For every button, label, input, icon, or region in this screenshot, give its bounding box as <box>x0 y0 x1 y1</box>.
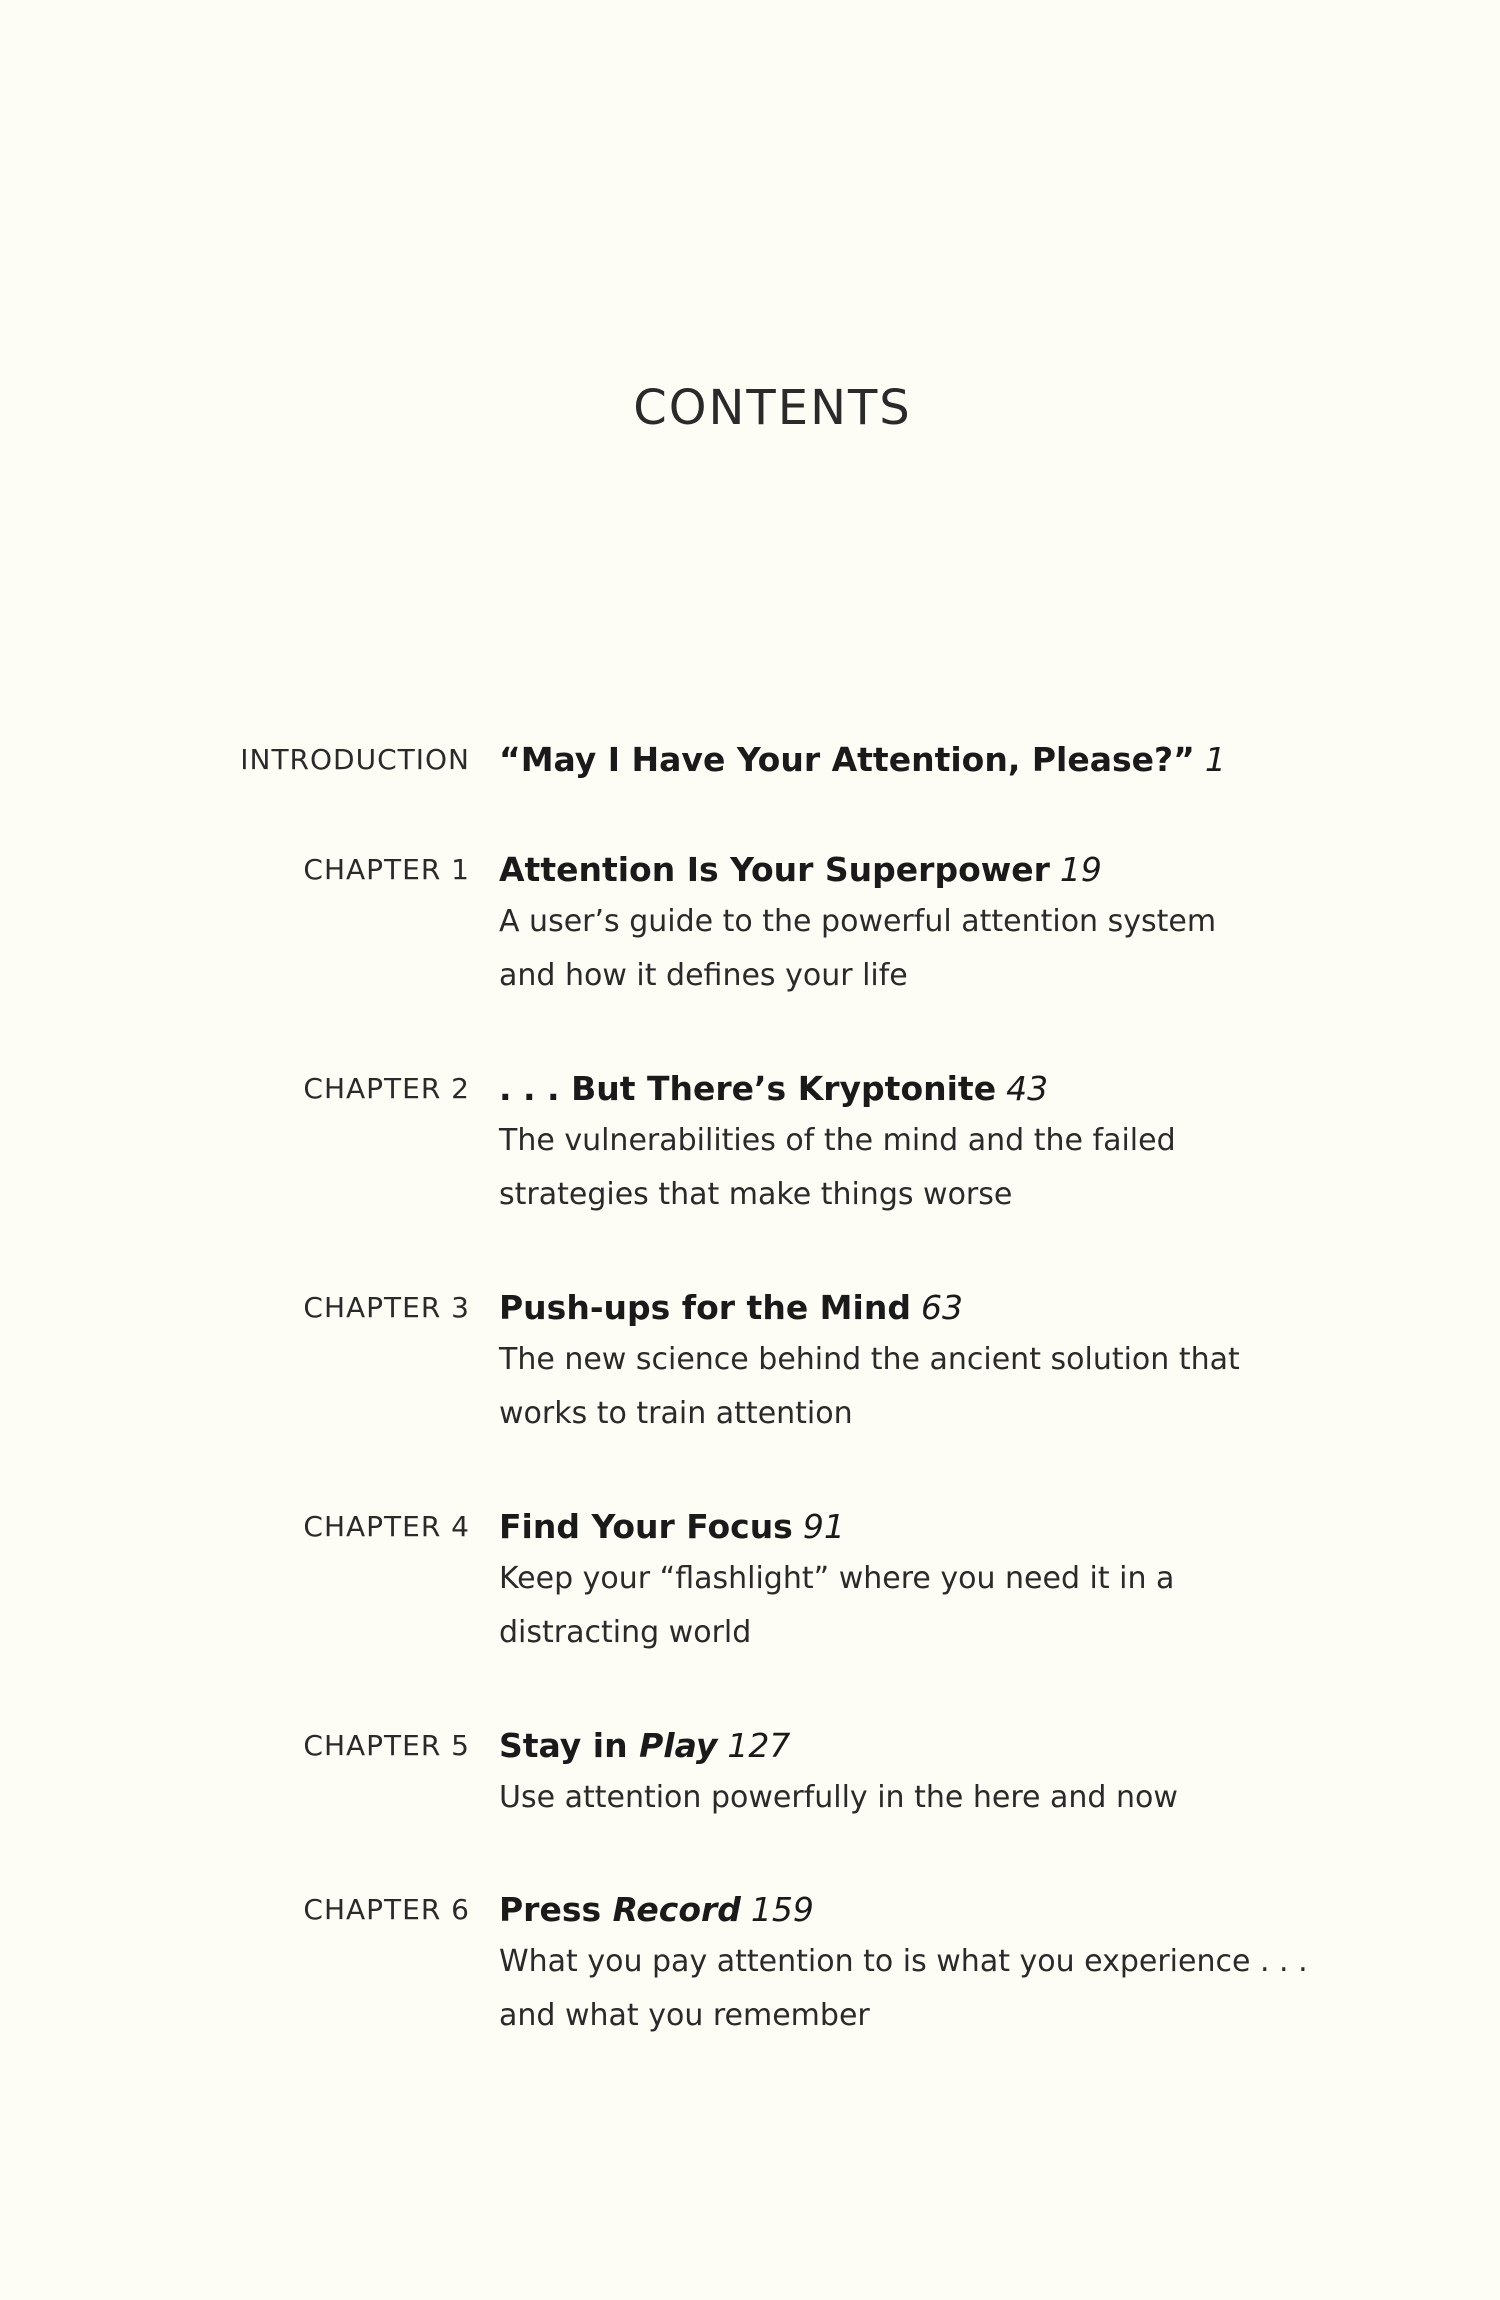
toc-entry-description-line: Use attention powerfully in the here and now <box>499 1780 1178 1815</box>
toc-entry-heading <box>499 1066 1359 1112</box>
toc-entry-body <box>499 847 1359 1003</box>
toc-entry-description-line: and how it defines your life <box>499 958 908 993</box>
toc-entry-title-italic: Record <box>612 1890 741 1929</box>
toc-entry-description-line: The vulnerabilities of the mind and the failed <box>499 1123 1176 1158</box>
toc-entry-heading <box>499 847 1359 893</box>
toc-entry-description-line: strategies that make things worse <box>499 1177 1013 1212</box>
toc-entry-description-line: works to train attention <box>499 1396 853 1431</box>
toc-entry-description-line: distracting world <box>499 1615 752 1650</box>
toc-entry-label: CHAPTER 1 <box>303 853 470 886</box>
toc-entry-title: Push-ups for the Mind <box>499 1288 911 1327</box>
toc-entry-title-italic: Play <box>639 1726 718 1765</box>
toc-entry-heading <box>499 1887 1359 1933</box>
toc-entry-title: Find Your Focus <box>499 1507 793 1546</box>
toc-entry-title: Stay in <box>499 1726 628 1765</box>
toc-entry-title: Attention Is Your Superpower <box>499 850 1050 889</box>
toc-entry-label: CHAPTER 5 <box>303 1729 470 1762</box>
toc-entry-page: 19 <box>1059 850 1102 889</box>
toc-entry-body <box>499 737 1359 783</box>
toc-entry-page: 1 <box>1204 740 1226 779</box>
toc-entry-body <box>499 1066 1359 1222</box>
toc-entry-label: CHAPTER 2 <box>303 1072 470 1105</box>
toc-entry-description-line: The new science behind the ancient solution that <box>499 1342 1240 1377</box>
toc-entry-body <box>499 1723 1359 1825</box>
toc-entry-page: 159 <box>750 1890 814 1929</box>
page-title: CONTENTS <box>633 380 912 436</box>
toc-entry-heading <box>499 1504 1359 1550</box>
toc-entry-page: 127 <box>727 1726 791 1765</box>
toc-entry-description-line: and what you remember <box>499 1998 870 2033</box>
toc-entry-heading <box>499 1285 1359 1331</box>
toc-entry-heading <box>499 737 1359 783</box>
toc-entry-label: CHAPTER 4 <box>303 1510 470 1543</box>
toc-entry-label: CHAPTER 6 <box>303 1893 470 1926</box>
toc-entry-title: “May I Have Your Attention, Please?” <box>499 740 1195 779</box>
toc-entry-description-line: A user’s guide to the powerful attention system <box>499 904 1217 939</box>
toc-entry-heading <box>499 1723 1359 1769</box>
toc-entry-label: INTRODUCTION <box>240 743 470 776</box>
toc-entry-body <box>499 1887 1359 2043</box>
toc-entry-body <box>499 1504 1359 1660</box>
toc-entry-description-line: Keep your “flashlight” where you need it in a <box>499 1561 1175 1596</box>
toc-entry-body <box>499 1285 1359 1441</box>
toc-entry-page: 91 <box>802 1507 845 1546</box>
toc-entry-title: Press <box>499 1890 602 1929</box>
toc-entry-page: 63 <box>920 1288 963 1327</box>
toc-entry-label: CHAPTER 3 <box>303 1291 470 1324</box>
toc-entry-page: 43 <box>1006 1069 1049 1108</box>
toc-entry-description-line: What you pay attention to is what you experience . . . <box>499 1944 1308 1979</box>
toc-entry-title: . . . But There’s Kryptonite <box>499 1069 997 1108</box>
